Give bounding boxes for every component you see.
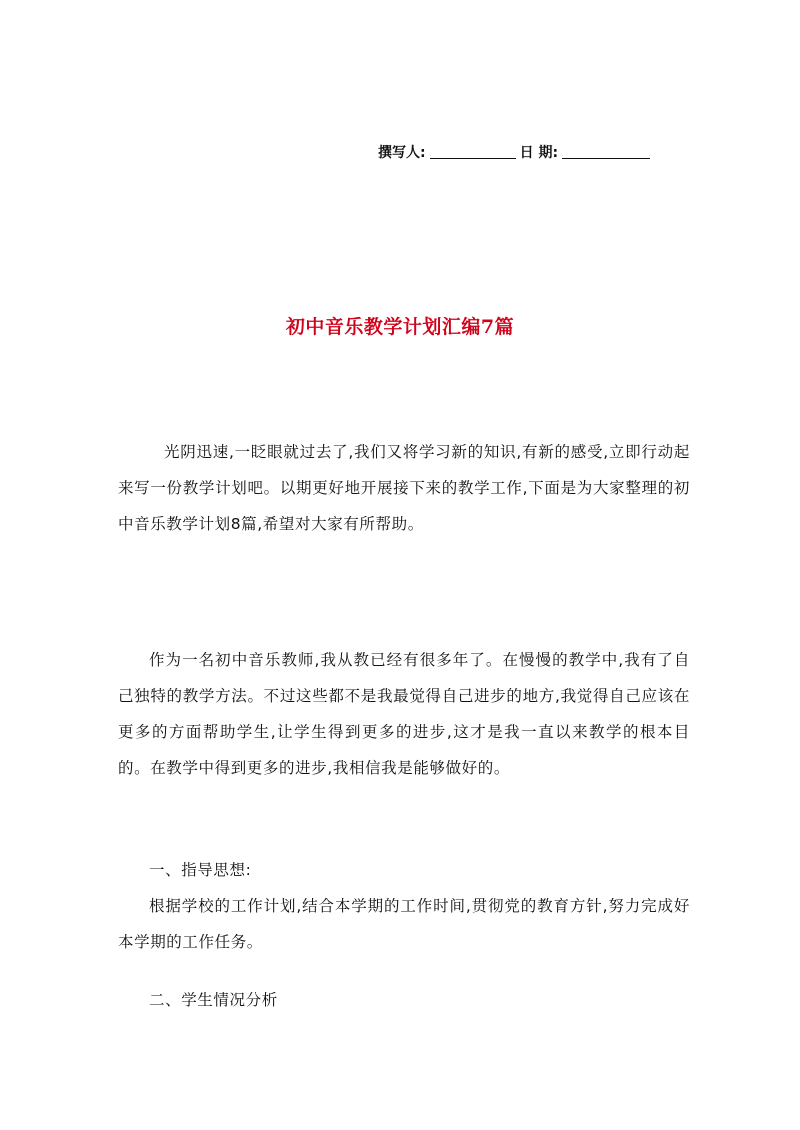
- document-title: 初中音乐教学计划汇编7篇: [285, 316, 515, 338]
- paragraph-guiding-thought: 根据学校的工作计划,结合本学期的工作时间,贯彻党的教育方针,努力完成好本学期的工作任务。: [118, 897, 690, 951]
- header-line: [378, 136, 688, 162]
- section-heading-student-analysis: 二、学生情况分析: [149, 991, 278, 1009]
- date-label: 日 期:: [519, 145, 559, 161]
- author-blank: [430, 144, 516, 159]
- section-heading-guiding-thought: 一、指导思想:: [149, 861, 252, 879]
- paragraph-intro: 光阴迅速,一眨眼就过去了,我们又将学习新的知识,有新的感受,立即行动起来写一份教学计划吧。以期更好地开展接下来的教学工作,下面是为大家整理的初中音乐教学计划8篇,希望对大家有所帮助。: [118, 443, 690, 533]
- author-label: 撰写人:: [378, 145, 426, 161]
- date-blank: [562, 144, 650, 159]
- paragraph-teacher: 作为一名初中音乐教师,我从教已经有很多年了。在慢慢的教学中,我有了自己独特的教学方法。不过这些都不是我最觉得自己进步的地方,我觉得自己应该在更多的方面帮助学生,让学生得到更多的进步,这才是我一直以来教学的根本目的。在教学中得到更多的进步,我相信我是能够做好的。: [118, 651, 690, 777]
